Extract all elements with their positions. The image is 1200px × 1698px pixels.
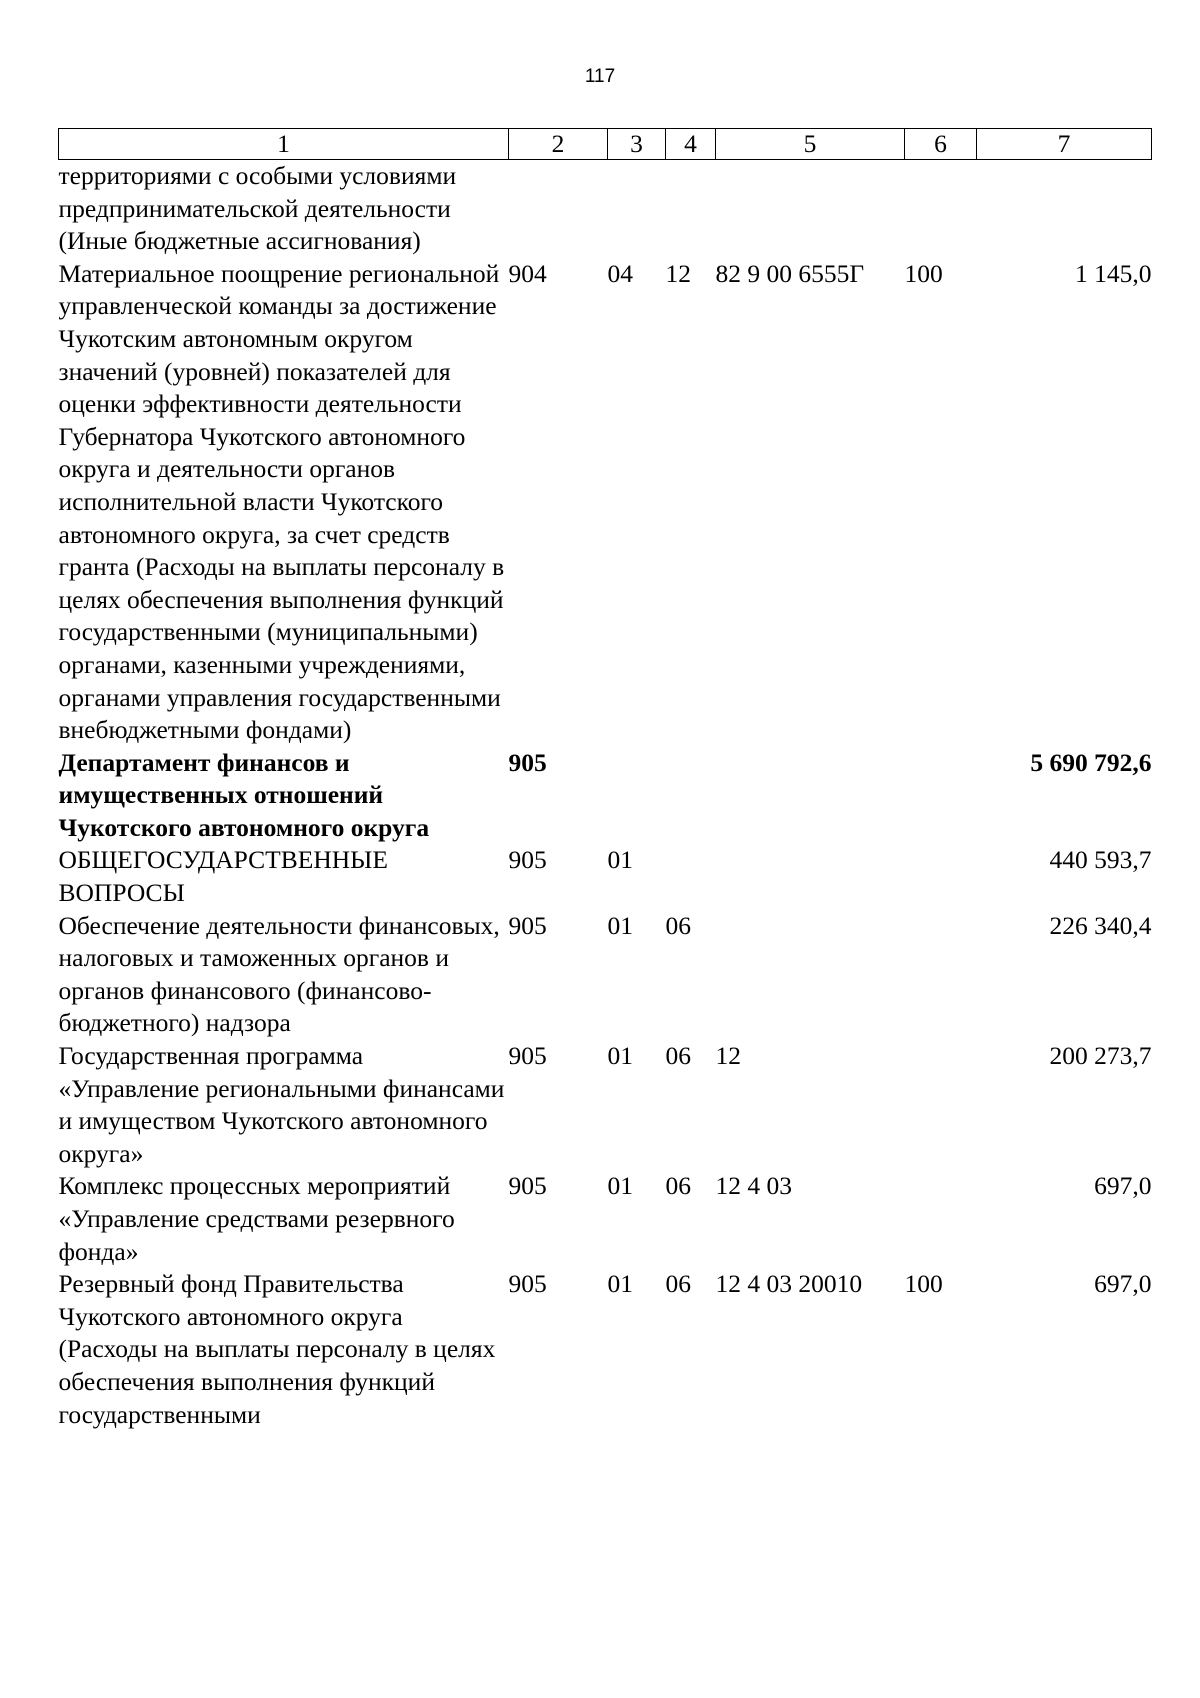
target-article-cell: 12 [715, 1041, 741, 1071]
grbs-cell: 905 [508, 1269, 547, 1299]
grbs-cell: 904 [508, 258, 547, 288]
header-row [59, 129, 1152, 160]
target-article-cell [716, 910, 905, 1040]
budget-table [58, 128, 1152, 1431]
amount-cell [977, 160, 1152, 258]
subsection-cell: 06 [665, 1041, 691, 1071]
target-article-cell: 82 9 00 6555Г [715, 258, 865, 288]
amount-cell: 200 273,7 [1049, 1041, 1152, 1071]
expense-type-cell [905, 1040, 977, 1170]
target-article-cell: 12 4 03 [715, 1171, 792, 1201]
section-cell: 01 [607, 910, 633, 940]
expense-type-cell [905, 1170, 977, 1268]
amount-cell: 697,0 [1094, 1171, 1152, 1201]
table-row [59, 160, 1152, 258]
target-article-cell [716, 844, 905, 909]
subsection-cell: 12 [665, 258, 691, 288]
name-cell: Комплекс процессных мероприятий «Управление средствами резервного фонда» [58, 1171, 455, 1266]
section-cell: 04 [607, 258, 633, 288]
column-header-3: 3 [608, 129, 666, 160]
table-row [59, 910, 1152, 1040]
column-header-1: 1 [59, 129, 509, 160]
table-row [59, 747, 1152, 845]
table-row [59, 1268, 1152, 1431]
table-row [59, 1040, 1152, 1170]
section-cell [608, 747, 666, 845]
name-cell: Резервный фонд Правительства Чукотского автономного округа (Расходы на выплаты персоналу в целях обеспечения выполнения функций государственными [58, 1269, 496, 1429]
column-header-6: 6 [905, 129, 977, 160]
name-cell: Департамент финансов и имущественных отношений Чукотского автономного округа [58, 747, 430, 842]
name-cell: Материальное поощрение региональной управленческой команды за достижение Чукотским автономным округом значений (уровней) показателей для оценки эффективности деятельности Губернатора Чукотского автономного округа и деятельности органов исполнительной власти Чукотского автономного округа, за счет средств гранта (Расходы на выплаты персоналу в целях обеспечения выполнения функций государственными (муниципальными) органами, казенными учреждениями, органами управления государственными внебюджетными фондами) [58, 258, 505, 745]
grbs-cell: 905 [508, 845, 547, 875]
table-body [59, 160, 1152, 1432]
expense-type-cell [905, 910, 977, 1040]
subsection-cell: 06 [665, 910, 691, 940]
amount-cell: 1 145,0 [1075, 258, 1152, 288]
grbs-cell: 905 [508, 910, 547, 940]
expense-type-cell [905, 747, 977, 845]
expense-type-cell [905, 160, 977, 258]
expense-type-cell: 100 [904, 1269, 943, 1299]
table-row [59, 258, 1152, 747]
table-row [59, 844, 1152, 909]
section-cell: 01 [607, 845, 633, 875]
column-header-5: 5 [716, 129, 905, 160]
grbs-cell [509, 160, 608, 258]
section-cell: 01 [607, 1269, 633, 1299]
grbs-cell: 905 [508, 747, 547, 777]
name-cell: территориями с особыми условиями предпринимательской деятельности (Иные бюджетные ассигнования) [58, 161, 457, 256]
amount-cell: 697,0 [1094, 1269, 1152, 1299]
target-article-cell: 12 4 03 20010 [715, 1269, 863, 1299]
name-cell: Обеспечение деятельности финансовых, налоговых и таможенных органов и органов финансового (финансово-бюджетного) надзора [58, 910, 500, 1038]
grbs-cell: 905 [508, 1171, 547, 1201]
page-number: 117 [584, 66, 616, 87]
subsection-cell [666, 160, 716, 258]
subsection-cell: 06 [665, 1269, 691, 1299]
column-header-4: 4 [666, 129, 716, 160]
section-cell [608, 160, 666, 258]
expense-type-cell [905, 844, 977, 909]
column-header-7: 7 [977, 129, 1152, 160]
expense-type-cell: 100 [904, 258, 943, 288]
amount-cell: 226 340,4 [1049, 910, 1152, 940]
column-header-2: 2 [509, 129, 608, 160]
section-cell: 01 [607, 1041, 633, 1071]
target-article-cell [716, 160, 905, 258]
subsection-cell [666, 844, 716, 909]
name-cell: Государственная программа «Управление региональными финансами и имуществом Чукотского автономного округа» [58, 1041, 505, 1168]
subsection-cell: 06 [665, 1171, 691, 1201]
table-row [59, 1170, 1152, 1268]
target-article-cell [716, 747, 905, 845]
amount-cell: 5 690 792,6 [1030, 747, 1152, 777]
grbs-cell: 905 [508, 1041, 547, 1071]
subsection-cell [666, 747, 716, 845]
section-cell: 01 [607, 1171, 633, 1201]
name-cell: ОБЩЕГОСУДАРСТВЕННЫЕ ВОПРОСЫ [58, 845, 388, 908]
amount-cell: 440 593,7 [1049, 845, 1152, 875]
